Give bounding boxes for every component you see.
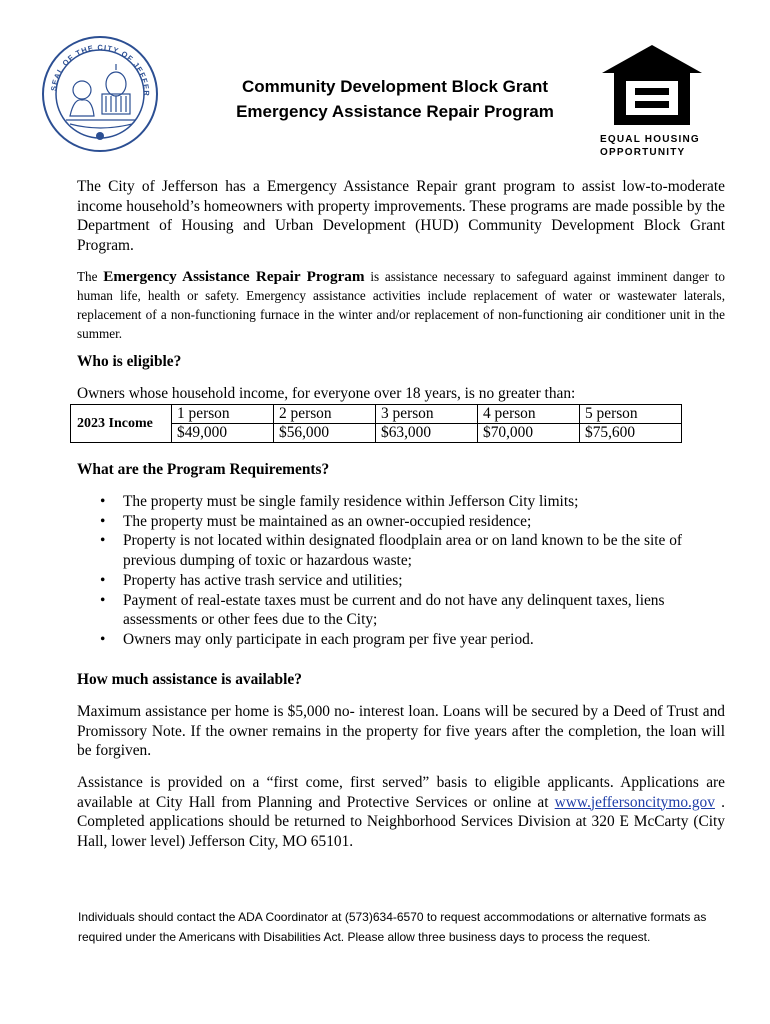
bullet-icon: • <box>100 571 106 589</box>
return-instructions-text: . Completed applications should be returned to Neighborhood Services Division at 320 E McCarty (City Hall, lower level) Jefferson City, MO 65101. <box>77 793 725 850</box>
first-come-text: Assistance is provided on a “first come, first served” basis to eligible applicants. Applications are available at City Hall from Planning and Protective Services or online at <box>77 774 725 811</box>
bullet-icon: • <box>100 630 106 648</box>
seal-text: SEAL OF THE CITY OF JEFFER <box>49 42 152 97</box>
requirement-text: Owners may only participate in each program per five year period. <box>123 630 534 648</box>
income-row-label: 2023 Income <box>71 405 172 443</box>
max-assistance-paragraph: Maximum assistance per home is $5,000 no- interest loan. Loans will be secured by a Deed of Trust and Promissory Note. If the owner remains in the property for five years after the completion, the loan will be forgiven. <box>77 703 725 760</box>
list-item <box>100 591 725 630</box>
list-item <box>100 630 725 650</box>
program-prefix: The <box>77 269 104 284</box>
list-item <box>100 492 725 512</box>
program-description <box>77 267 725 343</box>
income-limit-cell: $63,000 <box>376 424 478 443</box>
eligibility-heading: Who is eligible? <box>77 353 182 370</box>
city-website-link[interactable]: www.jeffersoncitymo.gov <box>554 793 715 811</box>
requirements-heading: What are the Program Requirements? <box>77 461 330 478</box>
title-line-1: Community Development Block Grant <box>241 77 549 96</box>
bullet-icon: • <box>100 493 106 510</box>
program-name: Emergency Assistance Repair Program <box>103 268 365 285</box>
table-row <box>71 405 682 424</box>
list-item <box>100 531 725 570</box>
city-seal-logo <box>40 32 160 157</box>
income-limit-cell: $70,000 <box>478 424 580 443</box>
first-come-paragraph <box>77 773 725 851</box>
eho-line-1: EQUAL HOUSING <box>600 134 700 145</box>
list-item <box>100 571 725 591</box>
household-size-cell: 5 person <box>580 405 682 424</box>
title-line-2: Emergency Assistance Repair Program <box>236 102 554 121</box>
equal-housing-house-icon <box>600 43 704 127</box>
list-item <box>100 512 725 532</box>
household-size-cell: 4 person <box>478 405 580 424</box>
income-limit-cell: $75,600 <box>580 424 682 443</box>
requirement-text: The property must be single family residence within Jefferson City limits; <box>123 493 579 510</box>
ada-note: Individuals should contact the ADA Coordinator at (573)634-6570 to request accommodations or alternative formats as required under the Americans with Disabilities Act. Please allow three business days to process the request. <box>78 910 707 944</box>
income-limit-cell: $49,000 <box>172 424 274 443</box>
household-size-cell: 1 person <box>172 405 274 424</box>
requirement-text: Property is not located within designated floodplain area or on land known to be the site of previous dumping of toxic or hazardous waste; <box>123 532 683 570</box>
intro-paragraph: The City of Jefferson has a Emergency Assistance Repair grant program to assist low-to-moderate income household’s homeowners with property improvements. These programs are made possible by the Department of Housing and Urban Development (HUD) Community Development Block Grant Program. <box>77 178 725 254</box>
requirement-text: The property must be maintained as an owner-occupied residence; <box>123 512 532 530</box>
income-limits-table <box>70 404 682 443</box>
income-limit-cell: $56,000 <box>274 424 376 443</box>
bullet-icon: • <box>100 532 106 550</box>
requirements-list <box>100 492 725 650</box>
bullet-icon: • <box>100 591 106 609</box>
requirement-text: Property has active trash service and utilities; <box>123 571 403 589</box>
requirement-text: Payment of real-estate taxes must be current and do not have any delinquent taxes, liens assessments or other fees due to the City; <box>123 591 665 629</box>
assistance-heading: How much assistance is available? <box>77 671 302 688</box>
document-title <box>200 74 590 124</box>
eho-line-2: OPPORTUNITY <box>600 147 686 158</box>
equal-housing-logo <box>600 43 704 158</box>
eligibility-text: Owners whose household income, for everyone over 18 years, is no greater than: <box>77 385 576 402</box>
household-size-cell: 2 person <box>274 405 376 424</box>
bullet-icon: • <box>100 512 106 530</box>
household-size-cell: 3 person <box>376 405 478 424</box>
program-description-text: is assistance necessary to safeguard against imminent danger to human life, health or safety. Emergency assistance activities include replacement of water or wastewater laterals, replacement of a non-functioning furnace in the winter and/or replacement of non-functioning air conditioner unit in the summer. <box>77 269 725 341</box>
